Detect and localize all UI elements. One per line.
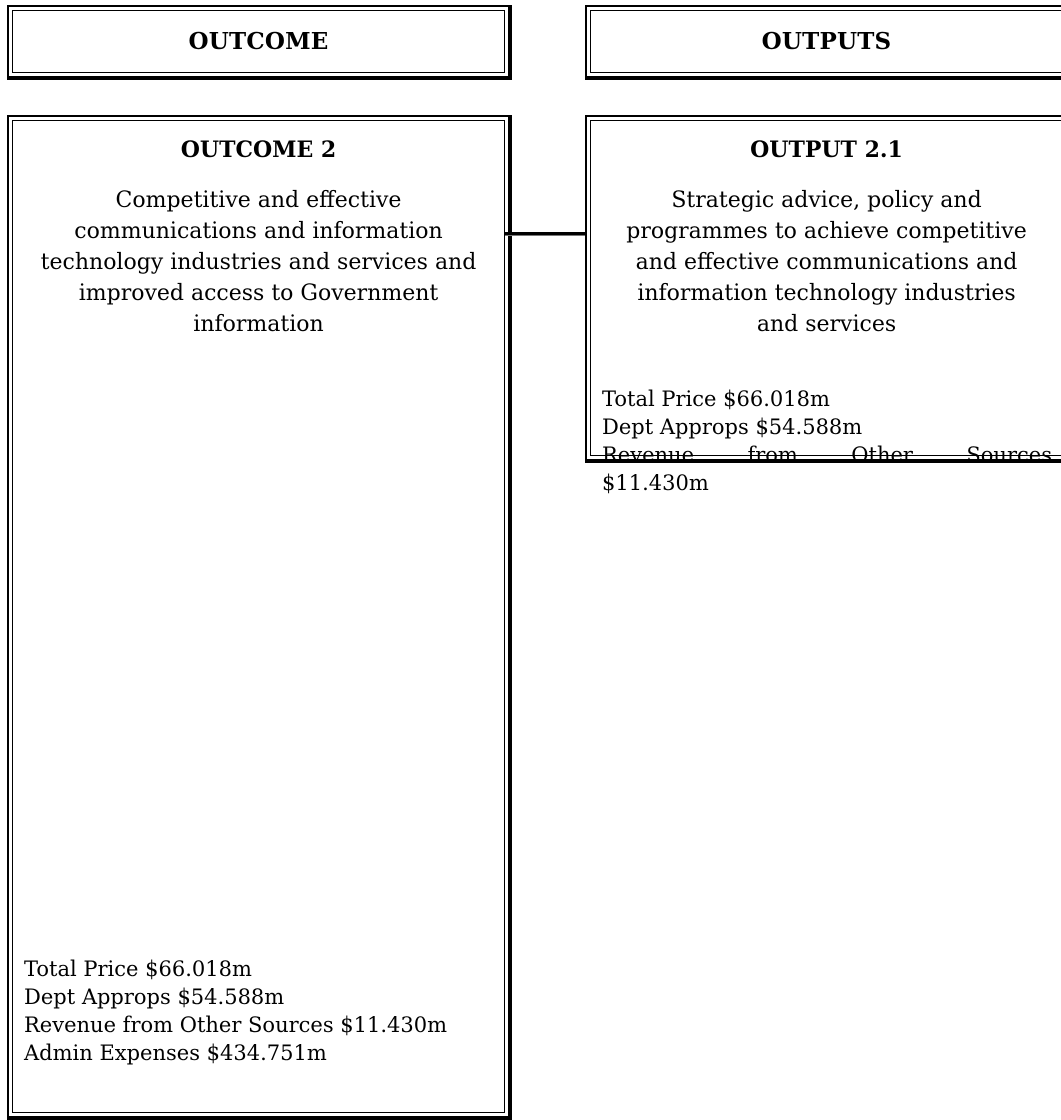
outcome-2-revenue-other: Revenue from Other Sources $11.430m bbox=[24, 1013, 448, 1037]
outputs-header-label: OUTPUTS bbox=[761, 28, 892, 55]
outcome-2-title: OUTCOME 2 bbox=[180, 137, 337, 163]
outcome-2-description-line: communications and information bbox=[74, 219, 443, 244]
output-2-1-description bbox=[587, 185, 1061, 340]
outputs-header-box bbox=[585, 5, 1061, 80]
output-2-1-description-line: Strategic advice, policy and bbox=[671, 188, 982, 213]
output-2-1-dept-approps: Dept Approps $54.588m bbox=[602, 415, 863, 439]
output-2-1-box bbox=[585, 115, 1061, 495]
outcome-2-box bbox=[7, 115, 512, 1120]
output-2-1-total-price: Total Price $66.018m bbox=[602, 387, 830, 411]
output-2-1-description-line: and services bbox=[756, 312, 897, 337]
output-2-1-revenue-line bbox=[602, 441, 1052, 469]
output-2-1-figures bbox=[602, 385, 1052, 497]
outcome-header-label: OUTCOME bbox=[188, 28, 329, 55]
outcome-2-dept-approps: Dept Approps $54.588m bbox=[24, 985, 285, 1009]
outcome-2-description-line: information bbox=[193, 312, 324, 337]
revenue-word: Other bbox=[851, 443, 913, 467]
output-2-1-description-line: programmes to achieve competitive bbox=[626, 219, 1027, 244]
output-2-1-title: OUTPUT 2.1 bbox=[750, 137, 903, 163]
outcome-2-admin-expenses: Admin Expenses $434.751m bbox=[24, 1041, 327, 1065]
outcome-2-description-line: improved access to Government bbox=[78, 281, 439, 306]
output-2-1-description-line: information technology industries bbox=[637, 281, 1016, 306]
outcome-2-description-line: technology industries and services and bbox=[40, 250, 477, 275]
outcome-2-figures bbox=[24, 955, 496, 1067]
outcome-2-total-price: Total Price $66.018m bbox=[24, 957, 252, 981]
outcome-output-connector bbox=[505, 232, 586, 236]
output-2-1-description-line: and effective communications and bbox=[635, 250, 1018, 275]
revenue-word: Revenue bbox=[602, 443, 695, 467]
outcome-header-box bbox=[7, 5, 512, 80]
revenue-word: from bbox=[747, 443, 798, 467]
revenue-word: Sources bbox=[966, 443, 1052, 467]
outcome-2-description bbox=[9, 185, 508, 340]
outcome-2-description-line: Competitive and effective bbox=[115, 188, 402, 213]
output-2-1-revenue-amount: $11.430m bbox=[602, 471, 709, 495]
